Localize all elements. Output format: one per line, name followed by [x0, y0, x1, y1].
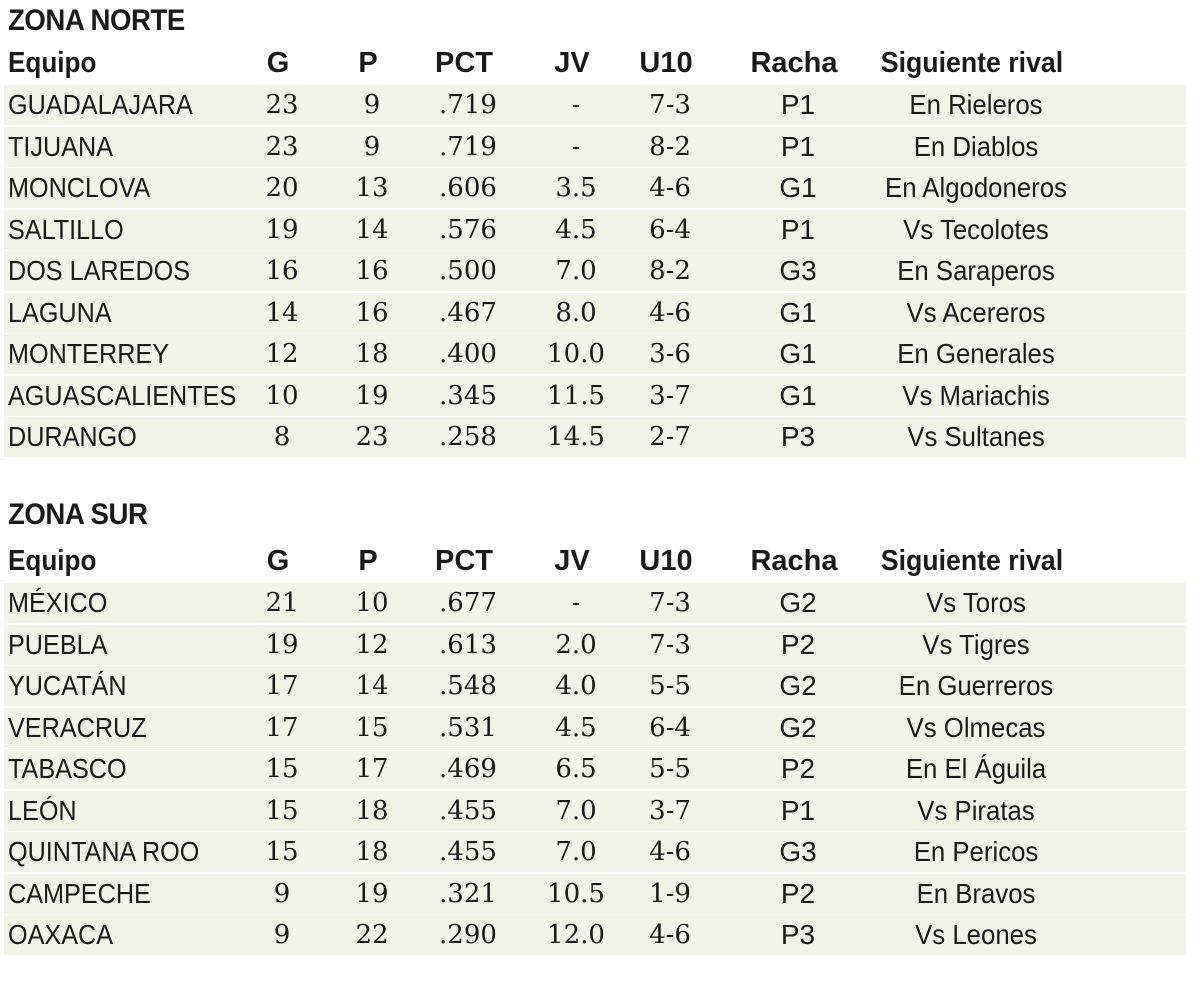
table-row [4, 293, 1186, 333]
losses: 18 [355, 837, 389, 867]
wins: 16 [265, 256, 299, 286]
win-pct: .455 [439, 837, 497, 867]
table-row [4, 85, 1186, 125]
games-behind: 7.0 [555, 837, 597, 867]
games-behind: 7.0 [555, 256, 597, 286]
header-team: Equipo [8, 47, 97, 79]
next-opponent: En Saraperos [897, 255, 1055, 286]
streak: P1 [780, 794, 816, 826]
header-p: P [358, 545, 378, 577]
streak: G1 [779, 338, 817, 369]
table-row [4, 874, 1186, 914]
team-name: MONCLOVA [8, 172, 151, 203]
next-opponent: En Rieleros [909, 89, 1043, 120]
wins: 15 [265, 754, 299, 784]
header-rival: Siguiente rival [880, 545, 1064, 577]
next-opponent: En Guerreros [898, 670, 1054, 701]
last-ten: 7-3 [649, 629, 691, 660]
last-ten: 3-6 [649, 339, 691, 369]
table-row [4, 749, 1186, 789]
table-row [4, 625, 1186, 665]
header-u10: U10 [639, 545, 693, 577]
streak: G3 [779, 255, 817, 286]
losses: 9 [363, 131, 381, 162]
losses: 12 [355, 629, 389, 660]
wins: 15 [265, 837, 299, 867]
next-opponent: En El Águila [905, 753, 1047, 784]
streak: P1 [780, 130, 816, 162]
games-behind: 12.0 [547, 920, 605, 950]
team-name: TABASCO [8, 753, 127, 784]
streak: G2 [779, 670, 817, 701]
zone-title: ZONA SUR [8, 498, 148, 531]
losses: 14 [355, 671, 389, 701]
win-pct: .719 [439, 90, 497, 120]
wins: 9 [273, 878, 291, 909]
table-row [4, 832, 1186, 872]
table-row [4, 666, 1186, 706]
next-opponent: En Pericos [913, 836, 1039, 867]
last-ten: 3-7 [649, 380, 691, 411]
games-behind: 4.0 [555, 671, 597, 701]
next-opponent: Vs Acereros [906, 296, 1046, 328]
win-pct: .467 [439, 297, 497, 328]
next-opponent: Vs Olmecas [906, 711, 1046, 743]
next-opponent: En Algodoneros [885, 172, 1067, 203]
games-behind: 10.5 [547, 878, 605, 909]
streak: G2 [779, 711, 817, 743]
last-ten: 4-6 [649, 837, 691, 867]
wins: 21 [265, 588, 299, 618]
header-u10: U10 [639, 47, 693, 79]
games-behind: - [571, 90, 581, 120]
last-ten: 7-3 [649, 588, 691, 618]
team-name: DURANGO [8, 421, 137, 452]
losses: 16 [355, 297, 389, 328]
team-name: CAMPECHE [8, 877, 151, 909]
losses: 9 [363, 90, 381, 120]
last-ten: 4-6 [649, 173, 691, 203]
team-name: VERACRUZ [8, 711, 147, 743]
table-row [4, 251, 1186, 291]
win-pct: .321 [439, 878, 497, 909]
next-opponent: Vs Tecolotes [903, 213, 1049, 245]
wins: 14 [265, 297, 299, 328]
losses: 15 [355, 712, 389, 743]
win-pct: .258 [439, 422, 497, 452]
games-behind: 4.5 [555, 214, 597, 245]
header-racha: Racha [750, 47, 838, 79]
header-team: Equipo [8, 545, 97, 577]
header-jv: JV [554, 545, 590, 577]
losses: 19 [355, 878, 389, 909]
losses: 19 [355, 380, 389, 411]
win-pct: .548 [439, 671, 497, 701]
streak: P1 [780, 213, 816, 245]
header-jv: JV [554, 47, 590, 79]
table-row [4, 417, 1186, 457]
next-opponent: Vs Leones [915, 919, 1037, 950]
table-row [4, 127, 1186, 167]
team-name: LAGUNA [8, 296, 112, 328]
streak: G1 [779, 379, 817, 411]
next-opponent: Vs Toros [926, 587, 1026, 618]
wins: 9 [273, 920, 291, 950]
win-pct: .719 [439, 131, 497, 162]
losses: 14 [355, 214, 389, 245]
streak: P1 [780, 89, 816, 120]
table-row [4, 708, 1186, 748]
wins: 23 [265, 90, 299, 120]
games-behind: - [571, 588, 581, 618]
losses: 18 [355, 339, 389, 369]
last-ten: 3-7 [649, 795, 691, 826]
team-name: QUINTANA ROO [8, 836, 200, 867]
team-name: MONTERREY [8, 338, 170, 369]
table-row [4, 915, 1186, 955]
team-name: AGUASCALIENTES [8, 379, 237, 411]
next-opponent: Vs Mariachis [902, 379, 1050, 411]
team-name: DOS LAREDOS [8, 255, 191, 286]
last-ten: 5-5 [649, 754, 691, 784]
win-pct: .455 [439, 795, 497, 826]
games-behind: - [571, 131, 581, 162]
next-opponent: Vs Sultanes [907, 421, 1045, 452]
wins: 12 [265, 339, 299, 369]
last-ten: 7-3 [649, 90, 691, 120]
header-p: P [358, 47, 378, 79]
last-ten: 8-2 [649, 256, 691, 286]
win-pct: .576 [439, 214, 497, 245]
win-pct: .606 [439, 173, 497, 203]
wins: 15 [265, 795, 299, 826]
streak: P2 [780, 628, 816, 660]
table-row [4, 334, 1186, 374]
games-behind: 8.0 [555, 297, 597, 328]
win-pct: .613 [439, 629, 497, 660]
streak: P2 [780, 753, 816, 784]
losses: 22 [355, 920, 389, 950]
losses: 18 [355, 795, 389, 826]
next-opponent: En Diablos [913, 130, 1039, 162]
games-behind: 10.0 [547, 339, 605, 369]
games-behind: 11.5 [547, 380, 605, 411]
last-ten: 1-9 [649, 878, 691, 909]
games-behind: 14.5 [547, 422, 605, 452]
streak: G1 [779, 172, 817, 203]
losses: 13 [355, 173, 389, 203]
losses: 17 [355, 754, 389, 784]
last-ten: 8-2 [649, 131, 691, 162]
table-header [0, 540, 1200, 580]
streak: P2 [780, 877, 816, 909]
wins: 19 [265, 214, 299, 245]
streak: G3 [779, 836, 817, 867]
win-pct: .290 [439, 920, 497, 950]
streak: P3 [780, 919, 816, 950]
wins: 17 [265, 671, 299, 701]
header-rival: Siguiente rival [880, 47, 1064, 79]
games-behind: 4.5 [555, 712, 597, 743]
streak: G2 [779, 587, 817, 618]
team-name: MÉXICO [8, 587, 108, 618]
win-pct: .531 [439, 712, 497, 743]
table-row [4, 583, 1186, 623]
team-name: OAXACA [8, 919, 114, 950]
streak: G1 [779, 296, 817, 328]
next-opponent: Vs Piratas [917, 794, 1035, 826]
games-behind: 2.0 [555, 629, 597, 660]
win-pct: .400 [439, 339, 497, 369]
win-pct: .500 [439, 256, 497, 286]
wins: 8 [273, 422, 291, 452]
win-pct: .677 [439, 588, 497, 618]
wins: 20 [265, 173, 299, 203]
games-behind: 3.5 [555, 173, 597, 203]
last-ten: 6-4 [649, 214, 691, 245]
team-name: GUADALAJARA [8, 89, 193, 120]
header-racha: Racha [750, 545, 838, 577]
last-ten: 5-5 [649, 671, 691, 701]
wins: 23 [265, 131, 299, 162]
last-ten: 2-7 [649, 422, 691, 452]
team-name: PUEBLA [8, 628, 108, 660]
next-opponent: En Generales [897, 338, 1055, 369]
wins: 10 [265, 380, 299, 411]
next-opponent: En Bravos [916, 877, 1036, 909]
team-name: LEÓN [8, 794, 77, 826]
header-pct: PCT [435, 545, 493, 577]
table-header [0, 42, 1200, 82]
losses: 10 [355, 588, 389, 618]
team-name: SALTILLO [8, 213, 124, 245]
streak: P3 [780, 421, 816, 452]
wins: 19 [265, 629, 299, 660]
header-g: G [266, 47, 290, 79]
next-opponent: Vs Tigres [922, 628, 1030, 660]
wins: 17 [265, 712, 299, 743]
table-row [4, 376, 1186, 416]
team-name: TIJUANA [8, 130, 114, 162]
team-name: YUCATÁN [8, 670, 127, 701]
header-g: G [266, 545, 290, 577]
last-ten: 4-6 [649, 297, 691, 328]
last-ten: 4-6 [649, 920, 691, 950]
last-ten: 6-4 [649, 712, 691, 743]
table-row [4, 791, 1186, 831]
header-pct: PCT [435, 47, 493, 79]
losses: 16 [355, 256, 389, 286]
table-row [4, 168, 1186, 208]
win-pct: .345 [439, 380, 497, 411]
win-pct: .469 [439, 754, 497, 784]
games-behind: 6.5 [555, 754, 597, 784]
games-behind: 7.0 [555, 795, 597, 826]
zone-title: ZONA NORTE [8, 4, 185, 37]
table-row [4, 210, 1186, 250]
losses: 23 [355, 422, 389, 452]
